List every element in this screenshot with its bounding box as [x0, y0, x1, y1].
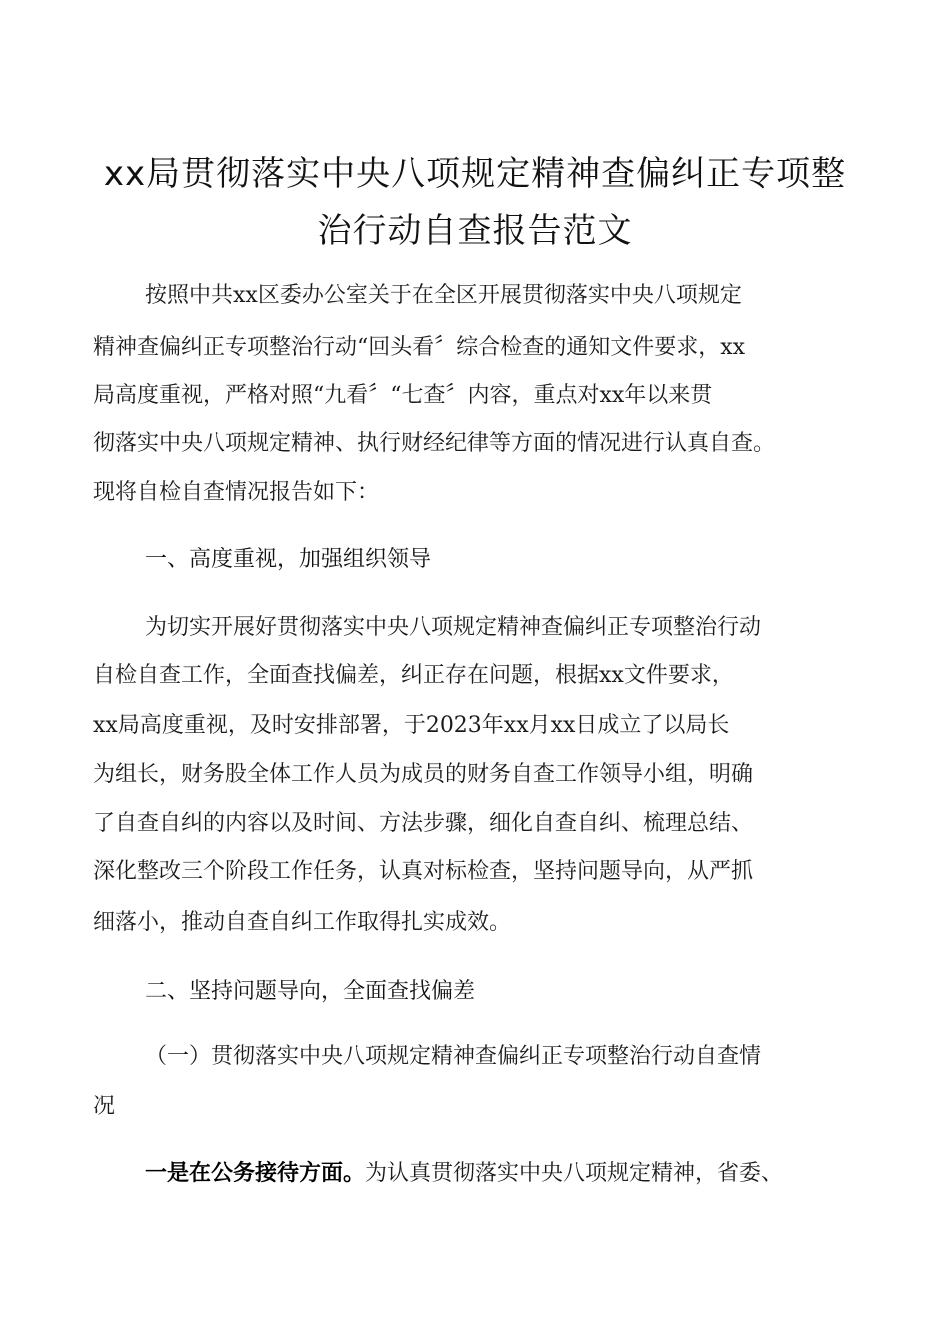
section-1-line-5: 了自查自纠的内容以及时间、方法步骤，细化自查自纠、梳理总结、	[93, 811, 754, 836]
section-1-line-3: xx局高度重视，及时安排部署，于2023年xx月xx日成立了以局长	[93, 713, 730, 738]
section-2-subheading-line-1: （一）贯彻落实中央八项规定精神查偏纠正专项整治行动自查情	[145, 1044, 762, 1069]
section-1-line-2: 自检自查工作，全面查找偏差，纠正存在问题，根据xx文件要求，	[93, 663, 734, 688]
section-2-heading: 二、坚持问题导向，全面查找偏差	[145, 979, 476, 1004]
intro-line-3: 局高度重视，严格对照“九看〞“七查〞内容，重点对xx年以来贯	[93, 383, 713, 408]
intro-line-4: 彻落实中央八项规定精神、执行财经纪律等方面的情况进行认真自查。	[93, 431, 776, 456]
section-1-line-4: 为组长，财务股全体工作人员为成员的财务自查工作领导小组，明确	[93, 762, 754, 787]
intro-line-2: 精神查偏纠正专项整治行动“回头看〞综合检查的通知文件要求，xx	[93, 335, 746, 360]
document-title-line-2: 治行动自查报告范文	[317, 211, 633, 251]
section-1-line-6: 深化整改三个阶段工作任务，认真对标检查，坚持问题导向，从严抓	[93, 859, 754, 884]
paragraph-text: 为认真贯彻落实中央八项规定精神，省委、	[365, 1161, 784, 1186]
section-1-line-1: 为切实开展好贯彻落实中央八项规定精神查偏纠正专项整治行动	[145, 615, 762, 640]
document-title-line-1: xx局贯彻落实中央八项规定精神查偏纠正专项整	[103, 154, 847, 194]
section-2-paragraph-line-1	[145, 1154, 783, 1194]
intro-line-1: 按照中共xx区委办公室关于在全区开展贯彻落实中央八项规定	[145, 283, 742, 308]
paragraph-bold-lead: 一是在公务接待方面。	[145, 1161, 366, 1186]
section-2-subheading-line-2: 况	[93, 1094, 116, 1119]
intro-line-5: 现将自检自查情况报告如下：	[93, 480, 380, 505]
section-1-line-7: 细落小，推动自查自纠工作取得扎实成效。	[93, 910, 512, 935]
section-1-heading: 一、高度重视，加强组织领导	[145, 547, 432, 572]
